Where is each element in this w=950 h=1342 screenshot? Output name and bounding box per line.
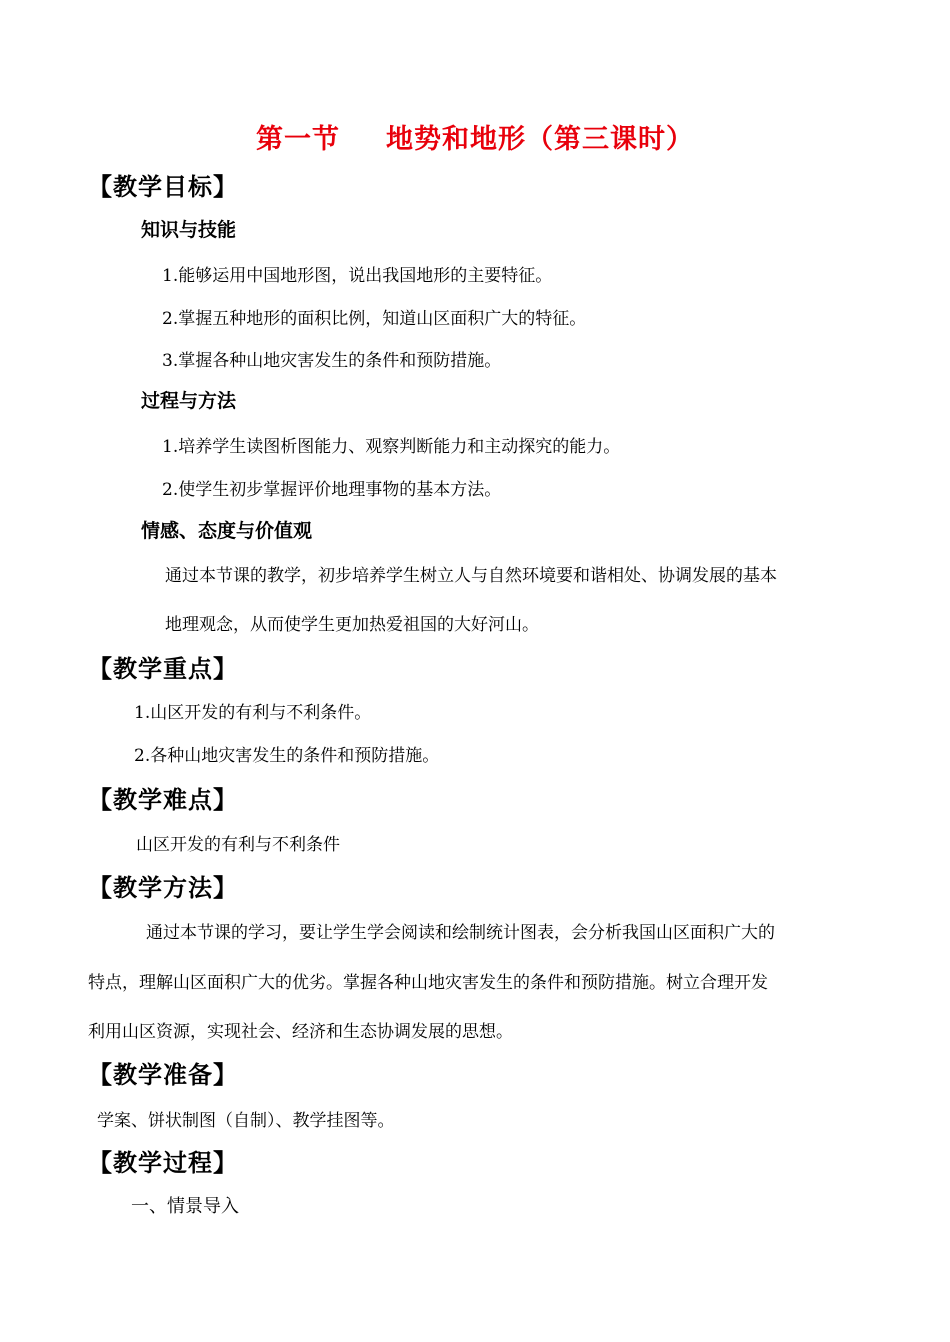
document-title [0, 117, 950, 156]
preparation-text: 学案、饼状制图（自制）、教学挂图等。 [97, 1111, 395, 1131]
objectives-heading: 【教学目标】 [88, 173, 238, 201]
knowledge-skills-heading: 知识与技能 [141, 219, 237, 241]
process-item: 1.培养学生读图析图能力、观察判断能力和主动探究的能力。 [162, 437, 621, 457]
knowledge-item: 2.掌握五种地形的面积比例，知道山区面积广大的特征。 [162, 309, 587, 329]
difficulty-text: 山区开发的有利与不利条件 [136, 835, 340, 855]
knowledge-item: 3.掌握各种山地灾害发生的条件和预防措施。 [162, 351, 502, 371]
key-point-item: 2.各种山地灾害发生的条件和预防措施。 [134, 746, 440, 766]
attitude-values-heading: 情感、态度与价值观 [141, 520, 313, 542]
process-item: 2.使学生初步掌握评价地理事物的基本方法。 [162, 480, 502, 500]
procedure-heading: 【教学过程】 [88, 1149, 238, 1177]
procedure-step: 一、情景导入 [131, 1196, 239, 1217]
title-section-number: 第一节 [256, 124, 340, 155]
key-point-item: 1.山区开发的有利与不利条件。 [134, 703, 372, 723]
attitude-paragraph-line: 地理观念，从而使学生更加热爱祖国的大好河山。 [165, 615, 539, 635]
key-points-heading: 【教学重点】 [88, 655, 238, 683]
methods-paragraph-line: 特点，理解山区面积广大的优劣。掌握各种山地灾害发生的条件和预防措施。树立合理开发 [88, 973, 768, 993]
process-methods-heading: 过程与方法 [141, 390, 237, 412]
methods-heading: 【教学方法】 [88, 874, 238, 902]
knowledge-item: 1.能够运用中国地形图，说出我国地形的主要特征。 [162, 266, 553, 286]
preparation-heading: 【教学准备】 [88, 1061, 238, 1089]
methods-paragraph-line: 利用山区资源，实现社会、经济和生态协调发展的思想。 [88, 1022, 513, 1042]
attitude-paragraph-line: 通过本节课的教学，初步培养学生树立人与自然环境要和谐相处、协调发展的基本 [165, 566, 777, 586]
difficulties-heading: 【教学难点】 [88, 786, 238, 814]
title-topic: 地势和地形（第三课时） [386, 124, 694, 155]
methods-paragraph-line: 通过本节课的学习，要让学生学会阅读和绘制统计图表，会分析我国山区面积广大的 [146, 923, 775, 943]
